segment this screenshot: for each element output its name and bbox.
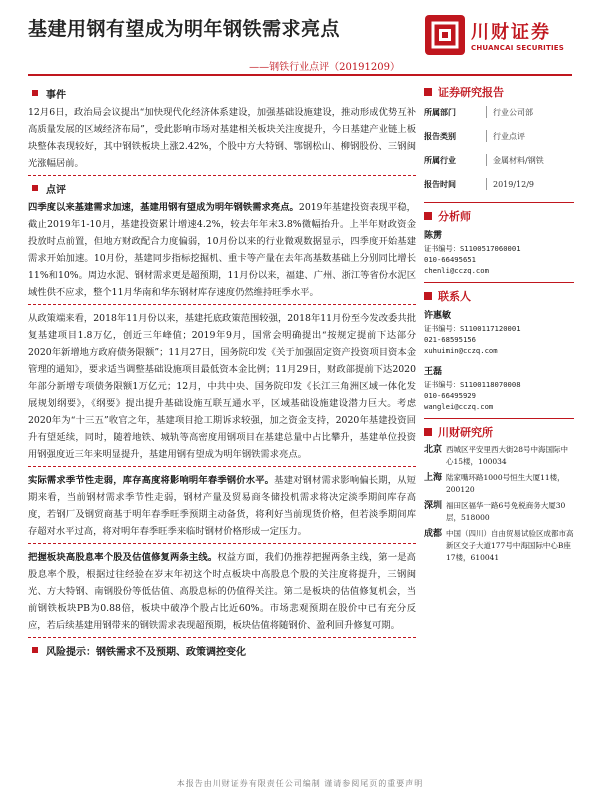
office-item [424,500,574,524]
section-heading: 点评 [46,184,66,196]
sidebar-bullet-icon [424,212,432,220]
analyst-card [424,228,574,276]
contact-phone: 021-68595156 [424,335,476,344]
office-address: 陆家嘴环路1000号恒生大厦11楼，200120 [446,473,565,494]
analyst-email[interactable]: chenli@cczq.com [424,266,489,275]
office-address: 福田区福华一路6号免税商务大厦30层，518000 [446,501,566,522]
paragraph [28,549,416,634]
info-value: 行业点评 [493,131,525,141]
logo-name-cn: 川财证券 [471,22,551,43]
section-heading: 事件 [46,89,66,101]
office-city: 深圳 [424,501,443,511]
contact-card [424,364,574,412]
info-label: 所属行业 [424,154,456,165]
main-content [28,86,416,661]
contact-phone: 010-66495929 [424,391,476,400]
report-info [424,100,574,196]
info-row [424,172,574,196]
analyst-name: 陈雳 [424,231,443,241]
info-row [424,100,574,124]
contact-name: 许惠敏 [424,311,452,321]
office-item [424,472,574,496]
section-bullet-icon [32,647,38,653]
divider [28,637,416,638]
sidebar-bullet-icon [424,428,432,436]
office-item [424,528,574,564]
sidebar-divider [424,418,574,419]
office-city: 成都 [424,529,443,539]
logo-mark-icon [425,15,465,55]
section-comment [28,181,416,634]
contact-name: 王磊 [424,367,443,377]
office-item [424,444,574,468]
info-label: 报告类别 [424,130,456,141]
contact-cert: 证书编号：S1100117120001 [424,324,521,333]
info-label: 报告时间 [424,178,456,189]
sidebar-bullet-icon [424,88,432,96]
divider [28,543,416,544]
paragraph-body: 2019年基建投资表现平稳，截止2019年1-10月，基建投资累计增速4.2%，较去年年末3.8%微幅抬升。上半年财政资金投放时点前置，但地方财政配合力度偏弱，10月份以来的行业微观数据显示，四季度开始基建需求开始加速。10月份，基建同步指标挖掘机、重卡等产量在去年高基数基础上分别同比增长11%和10%。周边水泥、钢材需求更是超预期，11月份以来，福建、广州、浙江等省份水泥区域性供不应求，整个11月华南和华东钢材库存速度仍然维持旺季水平。 [28,202,416,298]
analyst-phone: 010-66495651 [424,255,476,264]
paragraph-body: 基建对钢材需求影响偏长期，从短期来看，当前钢材需求季节性走弱，钢材产量及贸易商冬储投机需求将决定淡季期间库存高度，若钢厂及钢贸商基于明年春季旺季预期主动备货，将利好当前现货价格，但若淡季期间库存超对水平过高，将对明年春季旺季来临时钢材价格形成一定压力。 [28,475,416,537]
divider [28,466,416,467]
sidebar-heading: 分析师 [438,210,471,223]
paragraph: 12月6日，政治局会议提出“加快现代化经济体系建设，加强基础设施建设，推动形成优势互补高质量发展的区域经济布局”，受此影响市场对基建相关板块关注度提升，今日基建产业链上板块整体表现较好，其中钢铁板块上涨2.42%，个股中方大特钢、鄂钢松山、柳钢股份、三钢闽光涨幅居前。 [28,107,416,169]
paragraph [28,310,416,463]
paragraph [28,472,416,540]
info-value: 行业公司部 [493,107,533,117]
section-event [28,86,416,172]
company-logo [425,12,575,58]
sidebar-heading: 证券研究报告 [438,86,504,99]
contact-email[interactable]: xuhuimin@cczq.com [424,346,498,355]
contact-cert: 证书编号：S1100118070008 [424,380,521,389]
office-city: 北京 [424,445,443,455]
sidebar-bullet-icon [424,292,432,300]
section-risk [28,643,416,657]
sidebar [424,84,574,568]
sidebar-heading: 联系人 [438,290,471,303]
contact-email[interactable]: wanglei@cczq.com [424,402,494,411]
section-bullet-icon [32,90,38,96]
contact-card [424,308,574,356]
office-list [424,444,574,564]
header-rule [28,74,572,76]
paragraph-lead: 四季度以来基建需求加速，基建用钢有望成为明年钢铁需求亮点。 [28,202,299,213]
section-heading: 风险提示：钢铁需求不及预期、政策调控变化 [46,646,246,658]
info-label: 所属部门 [424,106,456,117]
paragraph-body: 从政策端来看，2018年11月份以来，基建托底政策范围较强，2018年11月份至今发改委共批复基建项目1.8万亿，创近三年峰值；2019年9月，国常会明确提出“按规定提前下达部分2020年新增地方政府债务限额”；11月27日，国务院印发《关于加强固定资产投资项目资本金管理的通知》，要求适当调整基础设施项目最低资本金比例；11月29日，财政部提前下达2020年部分新增专项债务限额1万亿元；12月，中共中央、国务院印发《长江三角洲区域一体化发展规划纲要》，《纲要》提出提升基础设施互联互通水平，区域基础设施建设潜力巨大。考虑2020年为“十三五”收官之年，基建项目抢工期诉求较强，加之资金支持，2020年基建投资回升有望延续，同时，随着地铁、城轨等高密度用钢项目在基建总量中占比攀升，基建单位投资用钢强度近三年来明显提升，基建用钢有望成为明年钢铁需求亮点。 [28,313,416,460]
office-address: 西城区平安里西大街28号中海国际中心15楼，100034 [446,445,569,466]
page-footer: 本报告由川财证券有限责任公司编制 谨请参阅尾页的重要声明 [176,779,424,788]
report-subtitle: ——钢铁行业点评（20191209） [249,62,400,73]
info-row [424,148,574,172]
paragraph-lead: 把握板块高股息率个股及估值修复两条主线。 [28,552,218,563]
info-value: 金属材料/钢铁 [493,155,544,165]
divider [28,175,416,176]
divider [28,304,416,305]
office-address: 中国（四川）自由贸易试验区成都市高新区交子大道177号中海国际中心B座17楼，610041 [446,529,574,562]
paragraph-body: 权益方面，我们仍推荐把握两条主线，第一是高股息率个股，根据过往经验在岁末年初这个时点板块中高股息个股的关注度将提升，三钢闽光、方大特钢、南钢股份等低估值、高股息标的仍值得关注。第二是板块的估值修复机会，当前钢铁板块PB为0.88倍，板块中破净个股占比近60%。市场悲观预期在股价中已有充分反应，若后续基建用钢带来的钢铁需求表现超预期，板块估值将随钢价、盈利回升修复可期。 [28,552,416,631]
sidebar-divider [424,282,574,283]
sidebar-heading: 川财研究所 [438,426,493,439]
analyst-cert: 证书编号：S1100517060001 [424,244,521,253]
report-title: 基建用钢有望成为明年钢铁需求亮点 [28,18,341,40]
section-bullet-icon [32,185,38,191]
sidebar-divider [424,202,574,203]
paragraph-lead: 实际需求季节性走弱，库存高度将影响明年春季钢价水平。 [28,475,275,486]
paragraph [28,199,416,301]
info-row [424,124,574,148]
logo-name-en: CHUANCAI SECURITIES [471,44,564,52]
office-city: 上海 [424,473,443,483]
info-value: 2019/12/9 [493,179,535,189]
